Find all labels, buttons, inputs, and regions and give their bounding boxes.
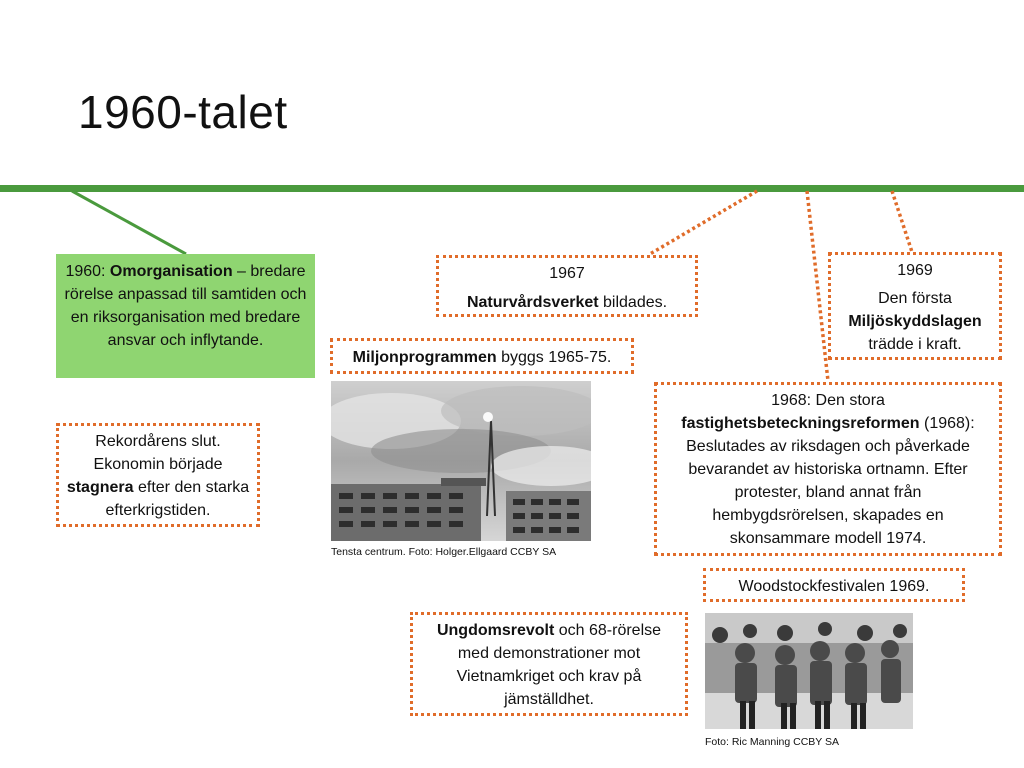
- woodstock-photo: [705, 613, 913, 729]
- tensta-photo: [331, 381, 591, 541]
- box-1968-prefix: 1968: Den stora: [771, 392, 885, 409]
- rekord-rest: efter den starka efterkrigstiden.: [105, 479, 250, 519]
- box-1960-rest: – bredare rörelse anpassad till samtiden och en riksorganisation med bredare ansvar och inflytande.: [64, 263, 307, 349]
- woodstock-caption: Foto: Ric Manning CCBY SA: [705, 736, 840, 748]
- slide-title: 1960-talet: [78, 86, 288, 138]
- box-1969-line3: trädde i kraft.: [868, 336, 962, 353]
- box-1960-prefix: 1960:: [65, 263, 110, 280]
- miljon-bold: Miljonprogrammen: [352, 349, 497, 366]
- box-ungdomsrevolt: [410, 612, 688, 716]
- ungdom-bold: Ungdomsrevolt: [436, 622, 555, 639]
- box-1967-naturvardsverket: [436, 255, 698, 317]
- miljon-rest: byggs 1965-75.: [496, 349, 612, 366]
- box-woodstock: [703, 568, 965, 602]
- tensta-caption: Tensta centrum. Foto: Holger.Ellgaard CCBY SA: [331, 546, 557, 558]
- rekord-line1: Rekordårens slut.: [95, 433, 221, 450]
- woodstock-text: Woodstockfestivalen 1969.: [738, 578, 930, 595]
- box-rekordaren: [56, 423, 260, 527]
- connector-1968: [807, 191, 828, 381]
- box-1969-bold: Miljöskyddslagen: [848, 313, 982, 330]
- box-miljonprogrammen: [330, 338, 634, 374]
- connector-1969: [892, 191, 912, 252]
- box-1967-rest: bildades.: [598, 294, 668, 311]
- ungdom-rest: och 68-rörelse med demonstrationer mot Vietnamkriget och krav på jämställdhet.: [456, 622, 662, 708]
- box-1968-bold: fastighetsbeteckningsreformen: [681, 415, 920, 432]
- box-1960-omorganisation: [56, 254, 315, 378]
- box-1968-fastighetsreform: [654, 382, 1002, 556]
- rekord-bold: stagnera: [66, 479, 134, 496]
- box-1969-line1: Den första: [878, 290, 952, 307]
- box-1967-bold: Naturvårdsverket: [466, 294, 599, 311]
- timeline-bar: [0, 185, 1024, 192]
- box-1968-rest: (1968): Beslutades av riksdagen och påverkade bevarandet av historiska ortnamn. Efter protester, bland annat från hembygdsrörelsen, skapades en skonsammare modell 1974.: [686, 415, 975, 547]
- box-1967-year: 1967: [549, 265, 585, 282]
- connector-1967: [650, 191, 757, 254]
- box-1969-miljoskyddslagen: [828, 252, 1002, 360]
- rekord-line2: Ekonomin började: [93, 456, 223, 473]
- box-1969-year: 1969: [897, 262, 933, 279]
- box-1960-bold: Omorganisation: [109, 263, 233, 280]
- connector-1960: [72, 191, 186, 254]
